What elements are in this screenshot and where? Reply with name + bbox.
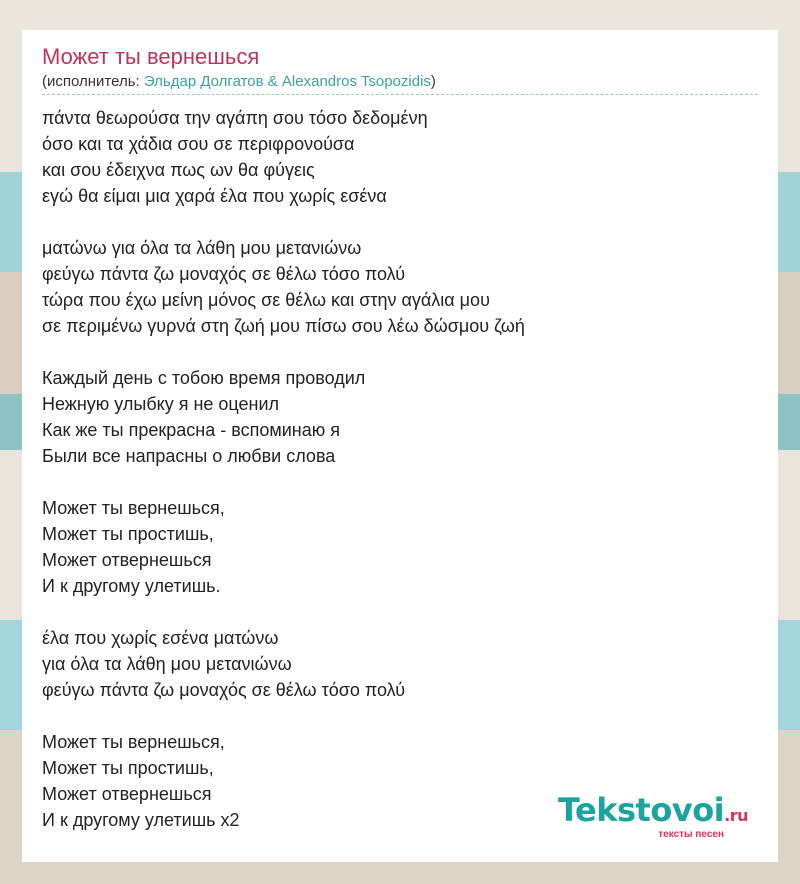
lyric-line: И к другому улетишь. xyxy=(42,576,221,596)
lyrics-card xyxy=(22,30,778,862)
lyric-line: πάντα θεωρούσα την αγάπη σου τόσο δεδομένη xyxy=(42,108,428,128)
site-logo[interactable] xyxy=(558,793,748,840)
lyric-line: όσο και τα χάδια σου σε περιφρονούσα xyxy=(42,134,355,154)
lyric-line: Были все напрасны о любви слова xyxy=(42,446,336,466)
artist-line xyxy=(42,72,758,95)
lyric-line: τώρα που έχω μείνη μόνος σε θέλω και στην αγάλια μου xyxy=(42,290,490,310)
logo-tagline: тексты песен xyxy=(658,829,724,840)
lyric-line: Каждый день с тобою время проводил xyxy=(42,368,366,388)
stanza xyxy=(42,365,758,469)
artist-suffix: ) xyxy=(430,73,436,90)
logo-tld: .ru xyxy=(724,806,748,825)
lyric-line: И к другому улетишь x2 xyxy=(42,810,240,830)
artist-prefix: (исполнитель: xyxy=(42,73,144,90)
logo-wordmark xyxy=(558,793,748,833)
lyric-line: Как же ты прекрасна - вспоминаю я xyxy=(42,420,340,440)
lyric-line: Нежную улыбку я не оценил xyxy=(42,394,280,414)
stanza xyxy=(42,625,758,703)
lyric-line: για όλα τα λάθη μου μετανιώνω xyxy=(42,654,292,674)
lyric-line: έλα που χωρίς εσένα ματώνω xyxy=(42,628,279,648)
lyric-line: Может ты вернешься, xyxy=(42,498,225,518)
song-title: Может ты вернешься xyxy=(42,44,260,69)
lyric-line: εγώ θα είμαι μια χαρά έλα που χωρίς εσένα xyxy=(42,186,387,206)
lyric-line: σε περιμένω γυρνά στη ζωή μου πίσω σου λέω δώσμου ζωή xyxy=(42,316,525,336)
lyric-line: Может отвернешься xyxy=(42,784,212,804)
logo-name: Tekstovoi xyxy=(557,791,725,829)
lyric-line: και σου έδειχνα πως ων θα φύγεις xyxy=(42,160,315,180)
stanza xyxy=(42,235,758,339)
lyric-line: Может ты простишь, xyxy=(42,758,214,778)
lyric-line: Может отвернешься xyxy=(42,550,212,570)
lyrics-body xyxy=(42,105,758,833)
stanza xyxy=(42,105,758,209)
stanza xyxy=(42,495,758,599)
lyric-line: Может ты вернешься, xyxy=(42,732,225,752)
artist-link[interactable]: Эльдар Долгатов & Alexandros Tsopozidis xyxy=(143,73,431,90)
lyric-line: φεύγω πάντα ζω μοναχός σε θέλω τόσο πολύ xyxy=(42,680,406,700)
lyric-line: ματώνω για όλα τα λάθη μου μετανιώνω xyxy=(42,238,362,258)
lyric-line: Может ты простишь, xyxy=(42,524,214,544)
lyric-line: φεύγω πάντα ζω μοναχός σε θέλω τόσο πολύ xyxy=(42,264,406,284)
